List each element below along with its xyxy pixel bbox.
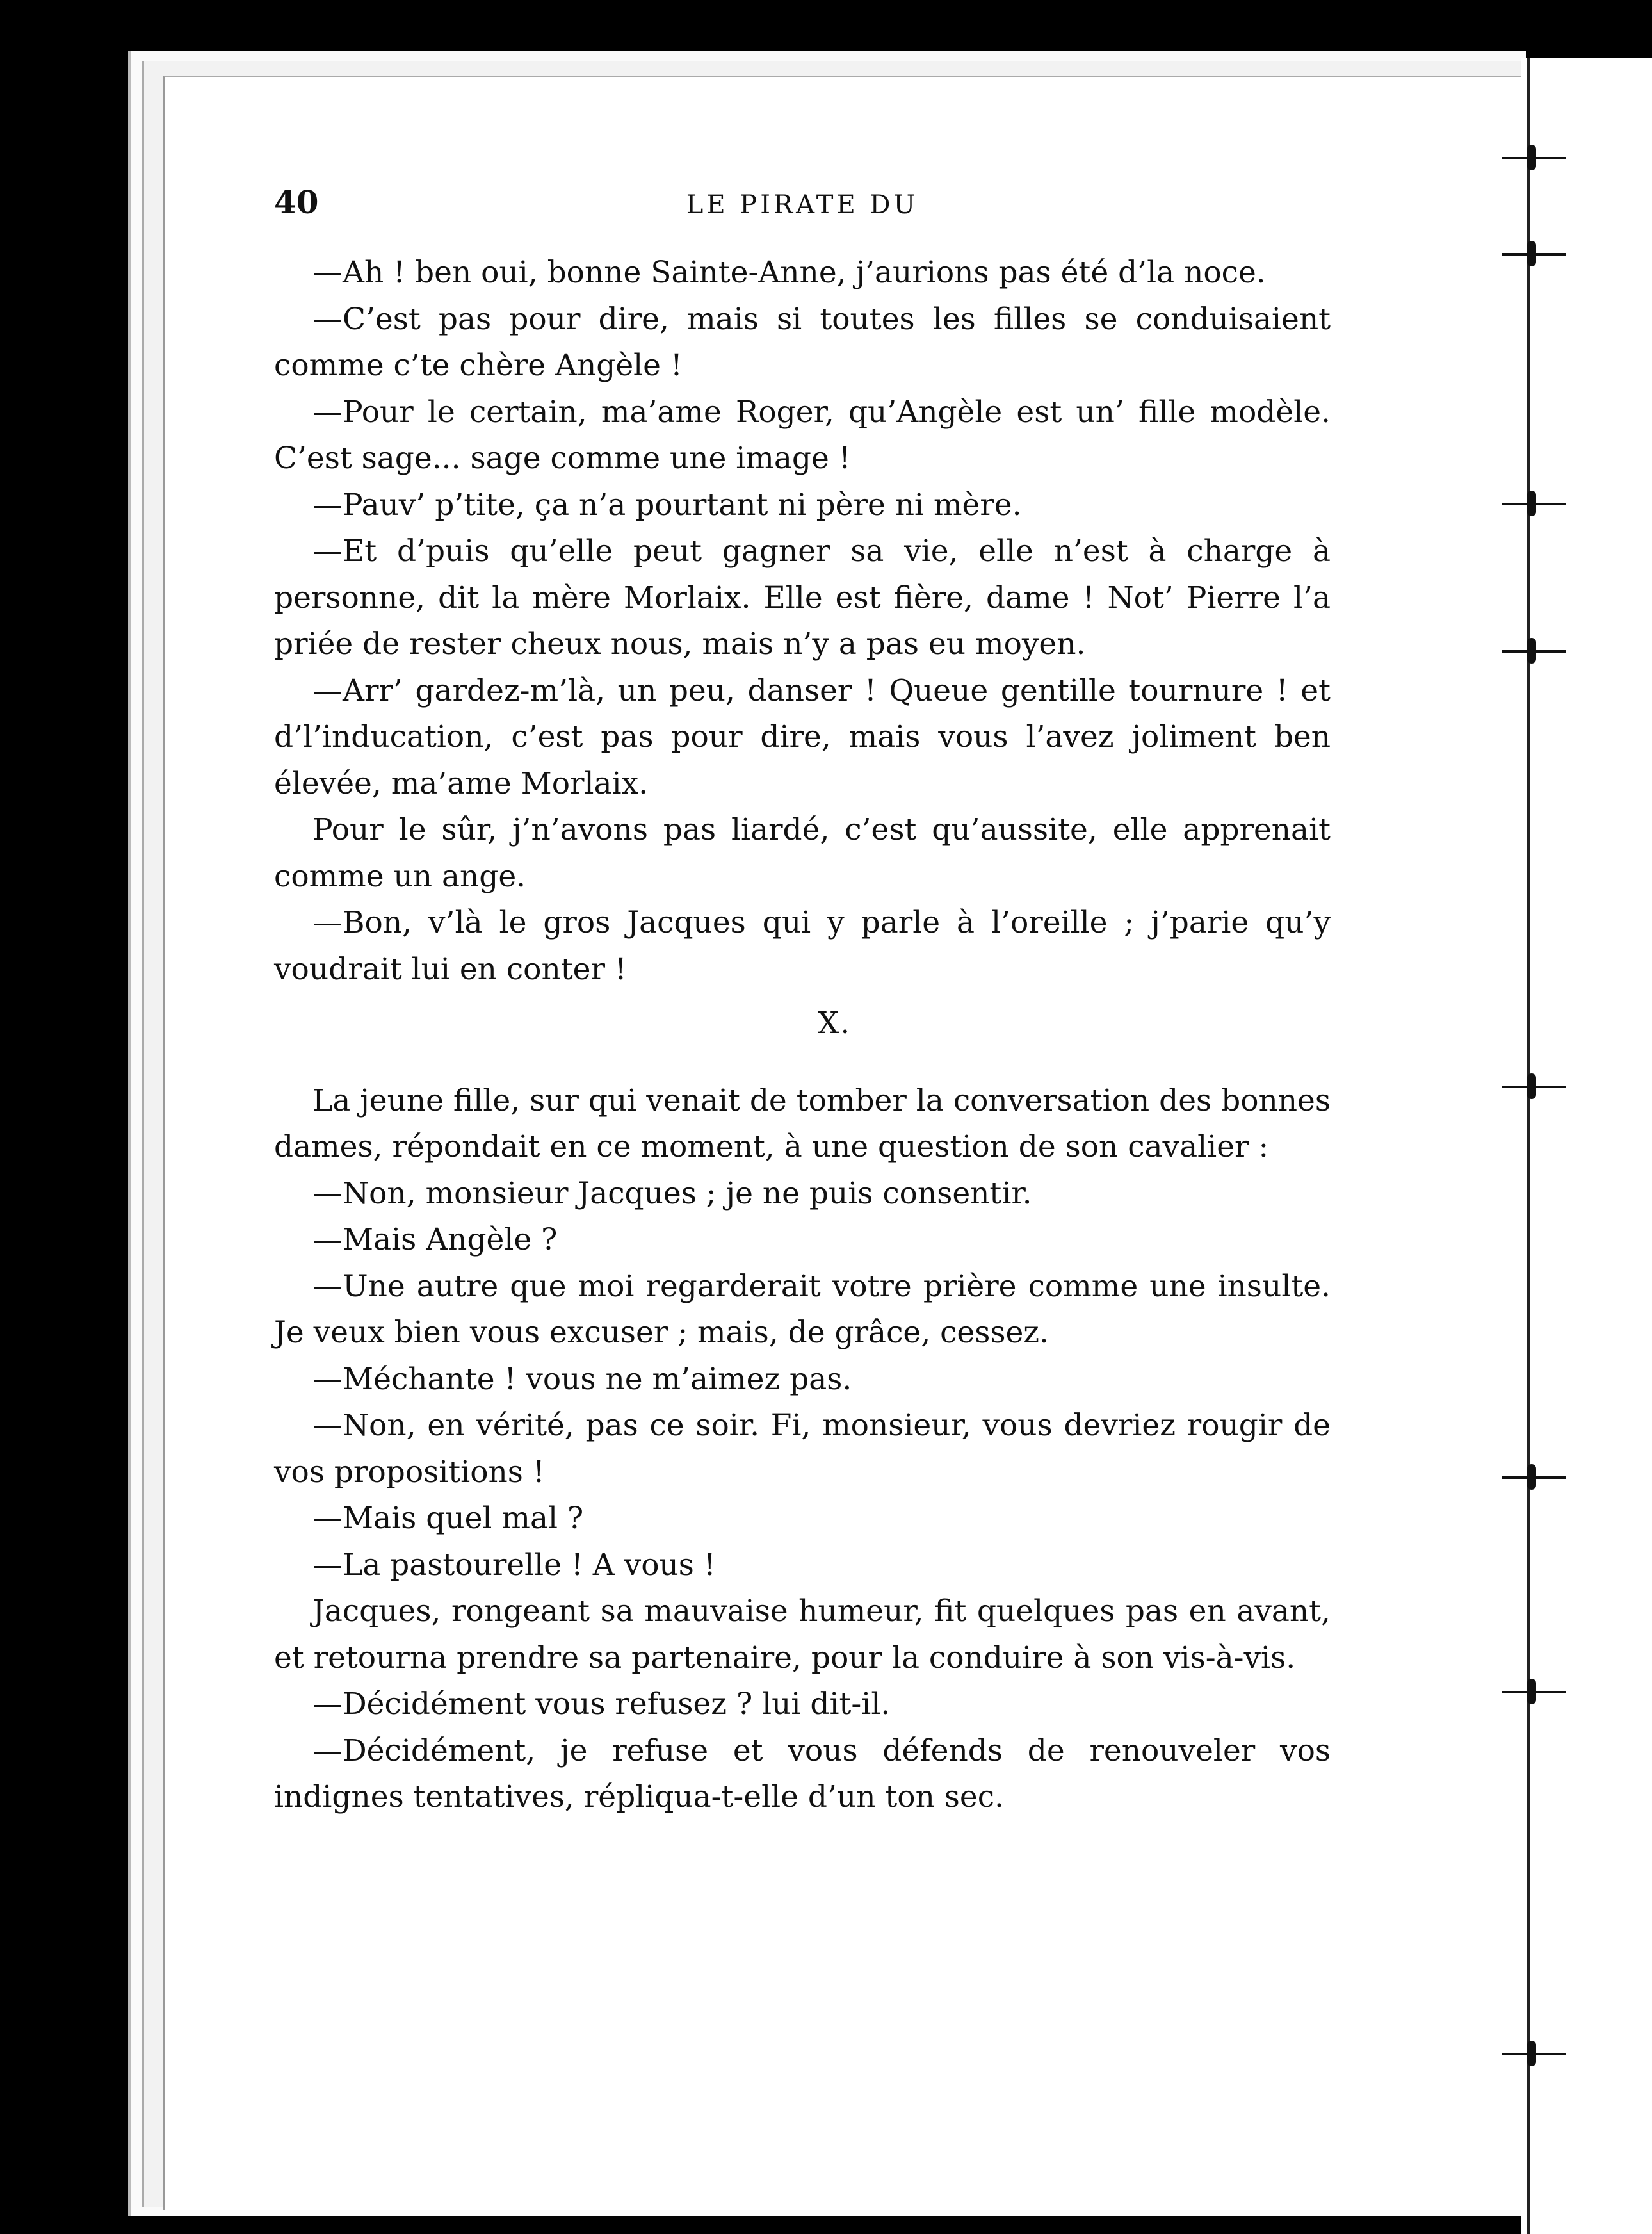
stitch-mark (1502, 1082, 1566, 1091)
stitch-mark (1502, 250, 1566, 259)
paragraph: —Une autre que moi regarderait votre prière comme une insulte. Je veux bien vous excuser ; mais, de grâce, cessez. (274, 1268, 1331, 1350)
paragraph: —Méchante ! vous ne m’aimez pas. (312, 1361, 852, 1397)
paragraph: —Mais quel mal ? (312, 1501, 584, 1536)
stitch-mark (1502, 1688, 1566, 1697)
page-number: 40 (274, 183, 319, 221)
book-binding (1521, 58, 1652, 2234)
section-heading: X. (817, 1006, 852, 1041)
paragraph: Jacques, rongeant sa mauvaise humeur, fit quelques pas en avant, et retourna prendre sa partenaire, pour la conduire à son vis-à-vis. (274, 1594, 1331, 1676)
paragraph: —Bon, v’là le gros Jacques qui y parle à l’oreille ; j’parie qu’y voudrait lui en conter ! (274, 905, 1331, 987)
page-content (274, 179, 1331, 1821)
paragraph: —Ah ! ben oui, bonne Sainte-Anne, j’aurions pas été d’la noce. (312, 255, 1266, 290)
paragraph: —La pastourelle ! A vous ! (312, 1547, 716, 1583)
stitch-mark (1502, 1473, 1566, 1482)
stitch-mark (1502, 154, 1566, 163)
stitch-mark (1502, 500, 1566, 509)
stitch-mark (1502, 2050, 1566, 2059)
page-header (274, 179, 1331, 250)
paragraph: Pour le sûr, j’n’avons pas liardé, c’est qu’aussite, elle apprenait comme un ange. (274, 812, 1331, 894)
running-title: LE PIRATE DU (686, 190, 919, 220)
binding-edge (1527, 58, 1530, 2234)
paragraph: —Arr’ gardez-m’là, un peu, danser ! Queue gentille tournure ! et d’l’inducation, c’est pas pour dire, mais vous l’avez joliment ben élevée, ma’ame Morlaix. (274, 673, 1331, 801)
paragraph: —Décidément, je refuse et vous défends de renouveler vos indignes tentatives, répliqua-t-elle d’un ton sec. (274, 1733, 1331, 1814)
paragraph: —C’est pas pour dire, mais si toutes les filles se conduisaient comme c’te chère Angèle ! (274, 301, 1331, 383)
paragraph: —Décidément vous refusez ? lui dit-il. (312, 1686, 891, 1722)
stitch-mark (1502, 647, 1566, 656)
paragraph: —Et d’puis qu’elle peut gagner sa vie, elle n’est à charge à personne, dit la mère Morlaix. Elle est fière, dame ! Not’ Pierre l’a priée de rester cheux nous, mais n’y a pas eu moyen. (274, 534, 1331, 662)
paragraph: —Pauv’ p’tite, ça n’a pourtant ni père ni mère. (312, 487, 1022, 523)
paragraph: —Non, en vérité, pas ce soir. Fi, monsieur, vous devriez rougir de vos propositions ! (274, 1408, 1331, 1490)
paragraph: —Mais Angèle ? (312, 1222, 558, 1257)
paragraph: —Pour le certain, ma’ame Roger, qu’Angèle est un’ fille modèle. C’est sage... sage comme une image ! (274, 394, 1331, 476)
paragraph: —Non, monsieur Jacques ; je ne puis consentir. (312, 1175, 1032, 1211)
paragraph: La jeune fille, sur qui venait de tomber la conversation des bonnes dames, répondait en ce moment, à une question de son cavalier : (274, 1082, 1331, 1164)
